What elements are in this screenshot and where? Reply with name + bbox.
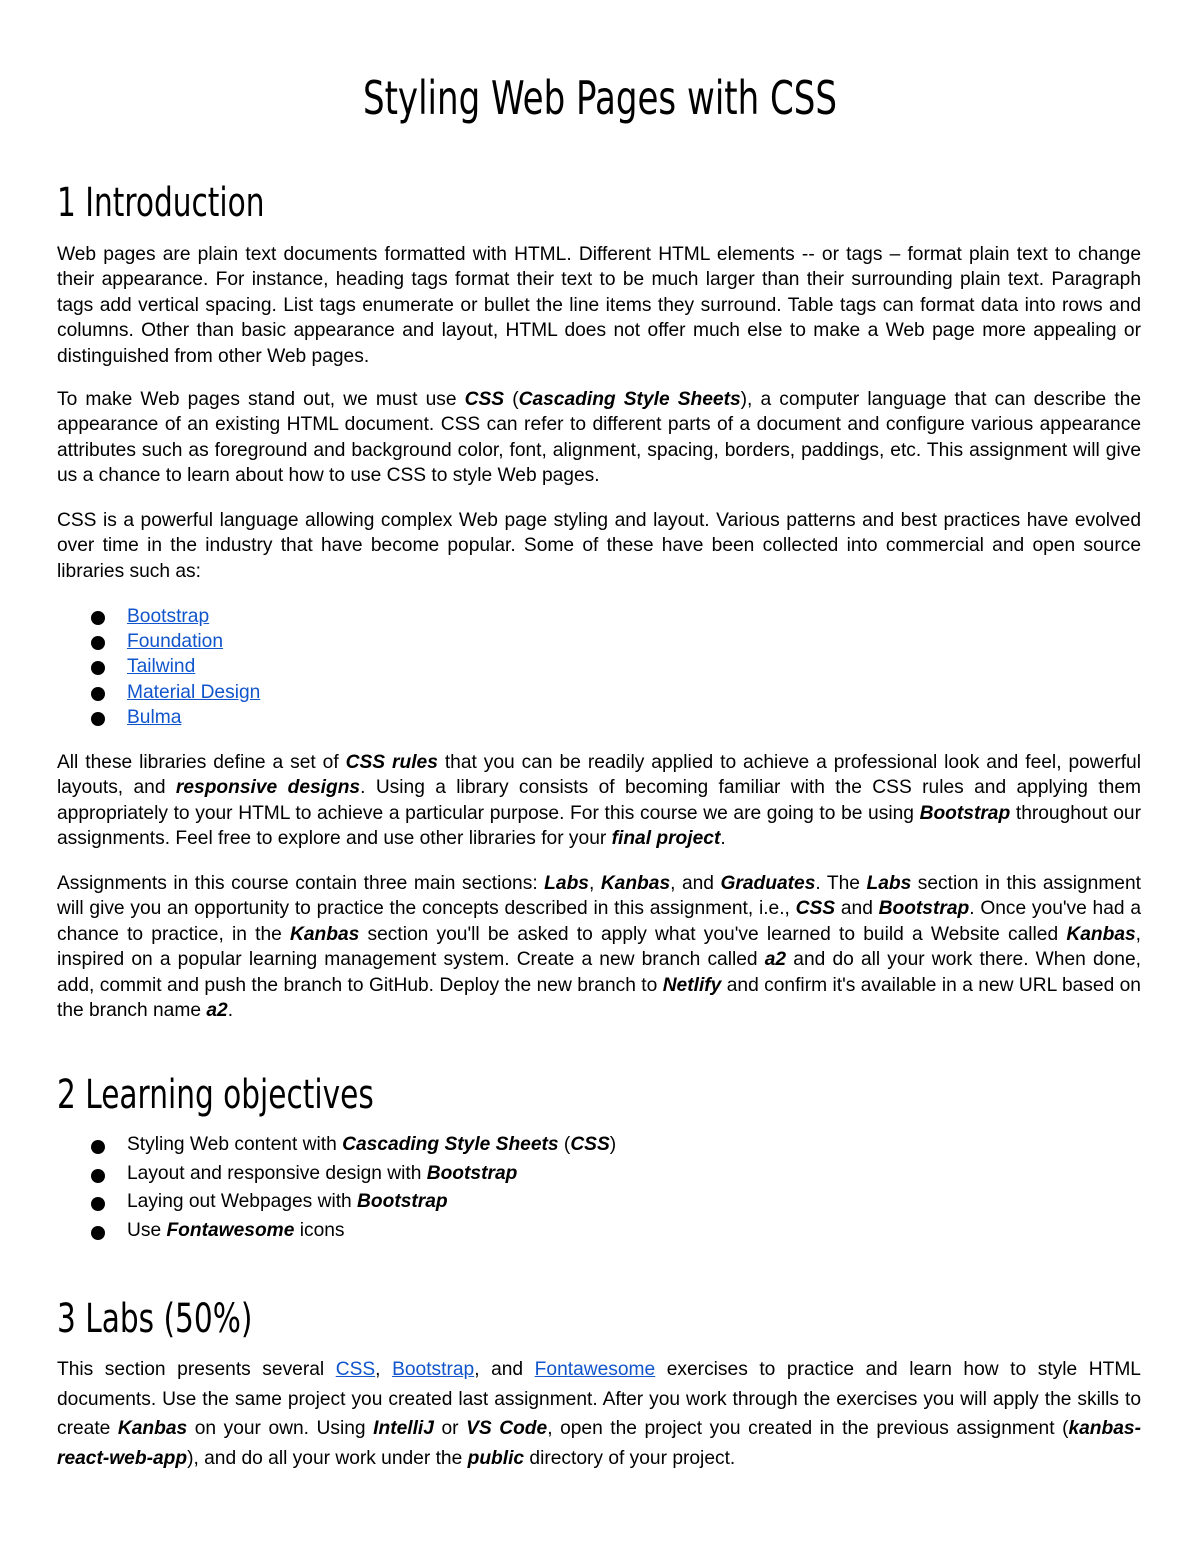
text: on your own. Using bbox=[187, 1418, 374, 1439]
bold-term: Labs bbox=[544, 873, 589, 894]
bullet-icon bbox=[91, 687, 105, 701]
bullet-icon bbox=[91, 1140, 105, 1154]
text: throughout our assignments. Feel free to explore and use other libraries for your bbox=[57, 802, 1141, 850]
intro-paragraph-3: CSS is a powerful language allowing complex Web page styling and layout. Various patterns and best practices have evolved over time in the industry that have become popular. Some of these have been collected into commercial and open source libraries such as: bbox=[57, 510, 1141, 582]
objectives-list bbox=[57, 1131, 616, 1245]
text: ), and do all your work under the bbox=[187, 1447, 468, 1469]
bullet-icon bbox=[91, 636, 105, 650]
text: , inspired on a popular learning management system. Create a new branch called bbox=[57, 923, 1141, 971]
text: , bbox=[588, 873, 601, 894]
section-heading-learning-objectives: 2 Learning objectives bbox=[57, 1072, 374, 1118]
bold-term: a2 bbox=[764, 949, 787, 971]
bold-term-cascading-style-sheets: Cascading Style Sheets bbox=[518, 389, 741, 410]
list-item bbox=[57, 680, 260, 705]
text: . Using a library consists of becoming familiar with the CSS rules and applying them appropriately to your HTML to achieve a particular purpose. For this course we are going to be using bbox=[57, 777, 1141, 824]
text: All these libraries define a set of bbox=[57, 752, 346, 773]
text: ( bbox=[558, 1134, 571, 1155]
list-item bbox=[57, 654, 260, 679]
bold-term: public bbox=[467, 1447, 525, 1469]
intro-paragraph-4 bbox=[57, 750, 1141, 852]
bold-term: Kanbas bbox=[1066, 923, 1136, 945]
library-list bbox=[57, 604, 260, 730]
text: ) bbox=[609, 1134, 617, 1155]
link-material-design[interactable]: Material Design bbox=[127, 681, 261, 703]
text: section in this assignment will give you an opportunity to practice the concepts described in this assignment, i.e., bbox=[57, 873, 1141, 920]
bold-term-css-rules: CSS rules bbox=[345, 752, 438, 773]
link-foundation[interactable]: Foundation bbox=[127, 631, 224, 653]
text: ( bbox=[504, 389, 519, 410]
bold-term: Kanbas bbox=[117, 1418, 188, 1439]
link-css[interactable]: CSS bbox=[335, 1359, 376, 1380]
bold-term: Bootstrap bbox=[426, 1162, 518, 1184]
bold-term: Labs bbox=[866, 873, 912, 894]
bold-term: IntelliJ bbox=[373, 1418, 434, 1439]
bullet-icon bbox=[91, 1169, 105, 1183]
link-bulma[interactable]: Bulma bbox=[127, 706, 182, 728]
text: and confirm it's available in a new URL based on the branch name bbox=[57, 974, 1141, 1022]
text: and do all your work there. When done, add, commit and push the branch to GitHub. Deploy the new branch to bbox=[57, 949, 1141, 996]
bullet-icon bbox=[91, 1226, 105, 1240]
text: Use bbox=[127, 1219, 167, 1241]
labs-paragraph-1 bbox=[57, 1355, 1141, 1473]
bold-term: CSS bbox=[570, 1134, 610, 1155]
text: and bbox=[835, 898, 879, 920]
list-item bbox=[57, 1217, 616, 1246]
list-item bbox=[57, 1188, 616, 1217]
bold-term-css: CSS bbox=[464, 389, 505, 410]
bullet-icon bbox=[91, 611, 105, 625]
list-item bbox=[57, 1160, 616, 1189]
bold-term: Bootstrap bbox=[357, 1191, 448, 1213]
text: , and bbox=[670, 873, 721, 894]
intro-paragraph-2 bbox=[57, 387, 1141, 489]
page-title: Styling Web Pages with CSS bbox=[362, 71, 838, 125]
text: To make Web pages stand out, we must use bbox=[57, 389, 465, 410]
text: . The bbox=[815, 873, 867, 894]
bold-term: Netlify bbox=[662, 974, 722, 996]
bold-term: Cascading Style Sheets bbox=[342, 1134, 559, 1155]
bold-term: VS Code bbox=[466, 1418, 548, 1439]
text: . bbox=[720, 828, 726, 850]
link-bootstrap[interactable]: Bootstrap bbox=[127, 606, 210, 627]
link-bootstrap[interactable]: Bootstrap bbox=[392, 1359, 475, 1380]
list-item bbox=[57, 1131, 616, 1160]
bullet-icon bbox=[91, 661, 105, 675]
text: , open the project you created in the previous assignment ( bbox=[547, 1418, 1069, 1439]
bold-term: CSS bbox=[795, 898, 836, 920]
text: This section presents several bbox=[57, 1359, 336, 1380]
text: icons bbox=[294, 1219, 345, 1241]
text: Layout and responsive design with bbox=[127, 1162, 427, 1184]
link-fontawesome[interactable]: Fontawesome bbox=[534, 1359, 656, 1380]
text: section you'll be asked to apply what you've learned to build a Website called bbox=[359, 923, 1067, 945]
list-item bbox=[57, 604, 260, 629]
list-item bbox=[57, 705, 260, 730]
bold-term: Graduates bbox=[720, 873, 816, 894]
text: . bbox=[227, 1000, 234, 1022]
section-heading-introduction: 1 Introduction bbox=[57, 180, 265, 226]
section-heading-labs: 3 Labs (50%) bbox=[57, 1296, 253, 1342]
bold-term-responsive-designs: responsive designs bbox=[175, 777, 361, 799]
bullet-icon bbox=[91, 712, 105, 726]
text: that you can be readily applied to achieve a professional look and feel, powerful layouts, and bbox=[57, 752, 1141, 799]
text: directory of your project. bbox=[524, 1447, 736, 1469]
link-tailwind[interactable]: Tailwind bbox=[127, 656, 196, 678]
bold-term: Fontawesome bbox=[166, 1219, 295, 1241]
text: Assignments in this course contain three main sections: bbox=[57, 873, 545, 894]
text: , and bbox=[474, 1359, 535, 1380]
list-item bbox=[57, 629, 260, 654]
text: exercises to practice and learn how to style HTML documents. Use the same project you created last assignment. After you work through the exercises you will apply the skills to create bbox=[57, 1359, 1141, 1439]
text: Laying out Webpages with bbox=[127, 1191, 358, 1213]
intro-paragraph-5 bbox=[57, 871, 1141, 1023]
text: or bbox=[433, 1418, 467, 1439]
bold-term: Bootstrap bbox=[878, 898, 970, 920]
bullet-icon bbox=[91, 1197, 105, 1211]
text: . Once you've had a chance to practice, in the bbox=[57, 898, 1141, 945]
text: ), a computer language that can describe the appearance of an existing HTML document. CSS can refer to different parts of a document and configure various appearance attributes such as foreground and background color, font, alignment, spacing, borders, paddings, etc. This assignment will give us a chance to learn about how to use CSS to style Web pages. bbox=[57, 389, 1141, 487]
text: , bbox=[375, 1359, 393, 1380]
intro-paragraph-1: Web pages are plain text documents formatted with HTML. Different HTML elements -- or tags – format plain text to change their appearance. For instance, heading tags format their text to be much larger than their surrounding plain text. Paragraph tags add vertical spacing. List tags enumerate or bullet the line items they surround. Table tags can format data into rows and columns. Other than basic appearance and layout, HTML does not offer much else to make a Web page more appealing or distinguished from other Web pages. bbox=[57, 244, 1141, 367]
text: Styling Web content with bbox=[127, 1134, 343, 1155]
bold-term: Kanbas bbox=[600, 873, 671, 894]
bold-term: a2 bbox=[206, 1000, 228, 1022]
bold-term-final-project: final project bbox=[611, 828, 721, 850]
bold-term: Kanbas bbox=[290, 923, 360, 945]
bold-term: kanbas-react-web-app bbox=[57, 1418, 1141, 1469]
bold-term-bootstrap: Bootstrap bbox=[919, 802, 1011, 824]
